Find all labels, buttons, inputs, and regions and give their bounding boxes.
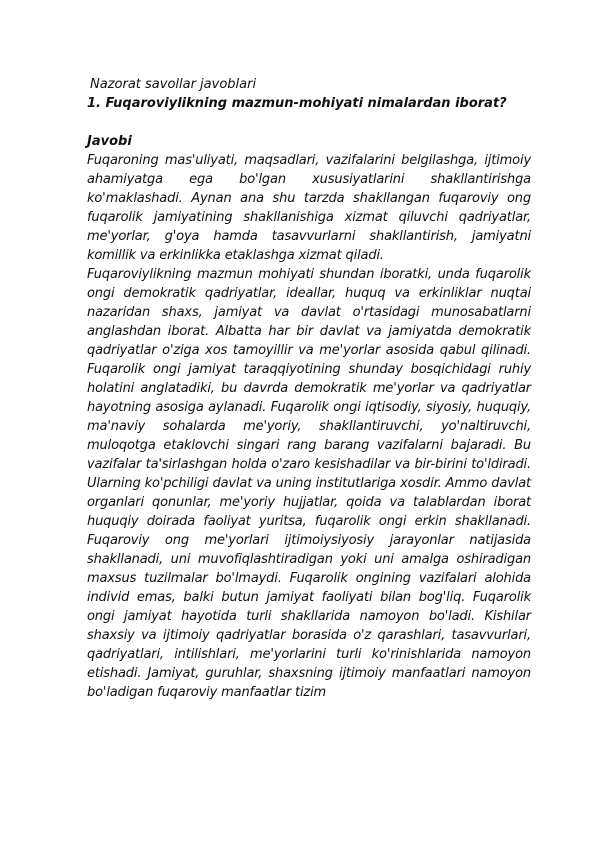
document-header: Nazorat savollar javoblari bbox=[90, 77, 257, 92]
question-title: 1. Fuqaroviylikning mazmun-mohiyati nimalardan iborat? bbox=[87, 96, 507, 111]
answer-label: Javobi bbox=[87, 134, 132, 149]
answer-paragraph-1: Fuqaroning mas'uliyati, maqsadlari, vazifalarini belgilashga, ijtimoiy ahamiyatga ega bo'lgan xususiyatlarini shakllantirishga ko'maklashadi. Aynan ana shu tarzda shakllangan fuqaroviy ong fuqarolik jamiyatining shakllanishiga xizmat qiluvchi qadriyatlar, me'yorlar, g'oya hamda tasavvurlarni shakllantirish, jamiyatni komillik va erkinlikka etaklashga xizmat qiladi. bbox=[87, 153, 531, 263]
blank-line bbox=[87, 113, 531, 132]
answer-paragraph-2: Fuqaroviylikning mazmun mohiyati shundan iboratki, unda fuqarolik ongi demokratik qadriyatlar, ideallar, huquq va erkinliklar nuqtai nazaridan shaxs, jamiyat va davlat o'rtasidagi munosabatlarni anglashdan iborat. Albatta har bir davlat va jamiyatda demokratik qadriyatlar o'ziga xos tamoyillir va me'yorlar asosida qabul qilinadi. Fuqarolik ongi jamiyat taraqqiyotining shunday bosqichidagi ruhiy holatini anglatadiki, bu davrda demokratik me'yorlar va qadriyatlar hayotning asosiga aylanadi. Fuqarolik ongi iqtisodiy, siyosiy, huquqiy, ma'naviy sohalarda me'yoriy, shakllantiruvchi, yo'naltiruvchi, muloqotga etaklovchi singari rang barang vazifalarni bajaradi. Bu vazifalar ta'sirlashgan holda o'zaro kesishadilar va bir-birini to'ldiradi. Ularning ko'pchiligi davlat va uning institutlariga xosdir. Ammo davlat organlari qonunlar, me'yoriy hujjatlar, qoida va talablardan iborat huquqiy doirada faoliyat yuritsa, fuqarolik ongi erkin shakllanadi. Fuqaroviy ong me'yorlari ijtimoiysiyosiy jarayonlar natijasida shakllanadi, uni muvofiqlashtiradigan yoki uni amalga oshiradigan maxsus tuzilmalar bo'lmaydi. Fuqarolik ongining vazifalari alohida individ emas, balki butun jamiyat faoliyati bilan bog'liq. Fuqarolik ongi jamiyat hayotida turli shakllarida namoyon bo'ladi. Kishilar shaxsiy va ijtimoiy qadriyatlar borasida o'z qarashlari, tasavvurlari, qadriyatlari, intilishlari, me'yorlarini turli ko'rinishlarida namoyon etishadi. Jamiyat, guruhlar, shaxsning ijtimoiy manfaatlari namoyon bo'ladigan fuqaroviy manfaatlar tizim bbox=[87, 267, 531, 700]
document-body bbox=[87, 75, 531, 702]
